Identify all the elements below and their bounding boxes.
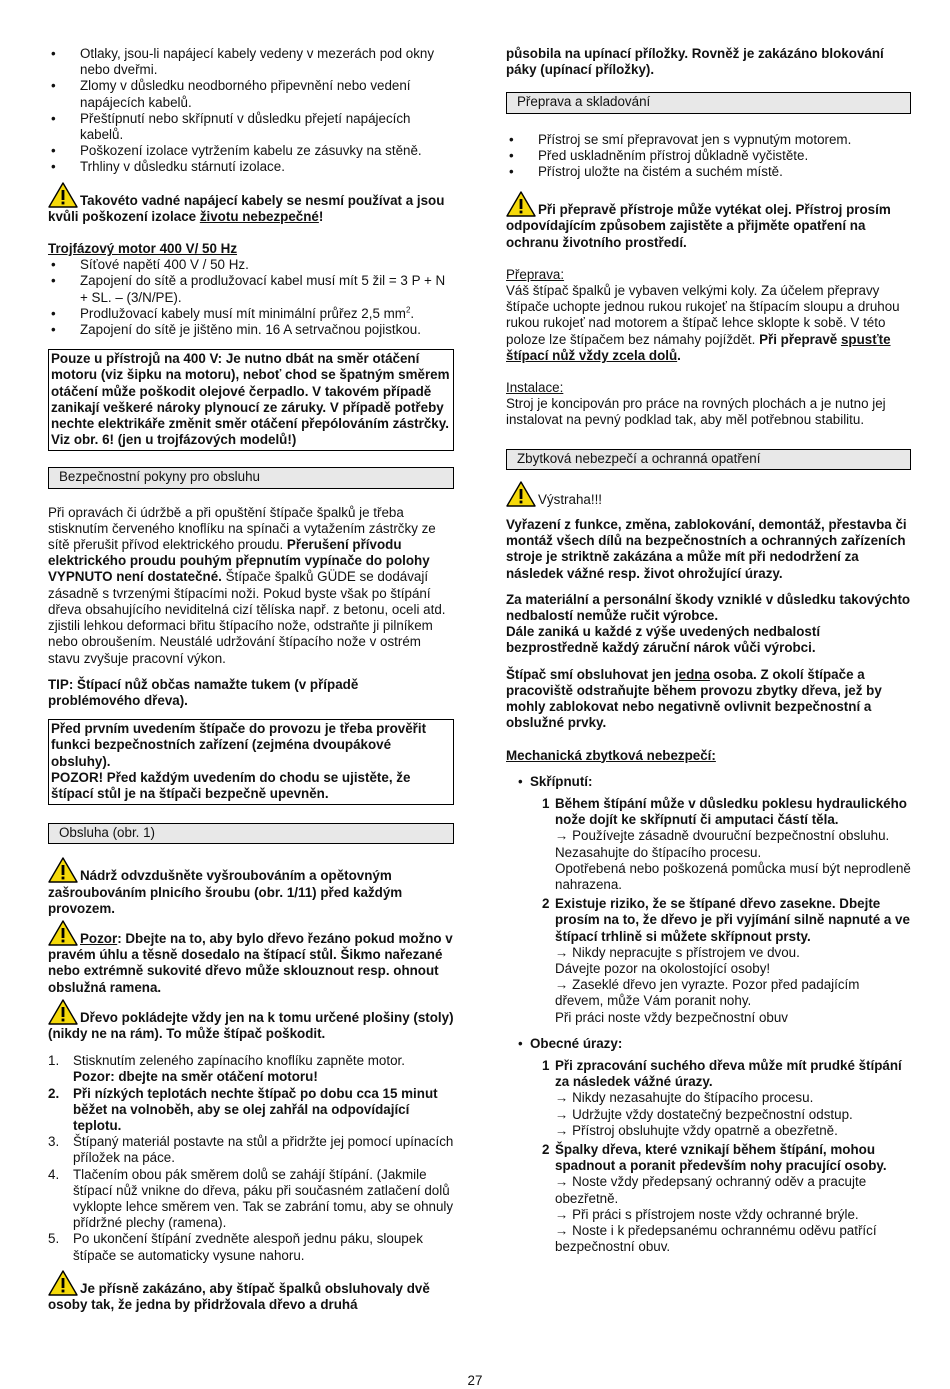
warning-triangle-icon: [506, 191, 536, 217]
warning-triangle-icon: [48, 920, 78, 946]
step-item: 5. Po ukončení štípání zvedněte alespoň jednu páku, sloupek štípače se automaticky vysune nahoru.: [48, 1231, 423, 1263]
tank-warning: Nádrž odvzdušněte vyšroubováním a opětovným zašroubováním plnicího šroubu (obr. 1/11) před každým provozem.: [48, 857, 454, 917]
residual-paragraph-1: Vyřazení z funkce, změna, zablokování, demontáž, přestavba či montáž všech dílů na bezpečnostních a ochranných zařízeních stroje je striktně zakázána a může mít při nedodržení za následek vážné resp. život ohrožující úrazy.: [506, 517, 907, 581]
oil-warning: Při přepravě přístroje může vytékat olej. Přístroj prosím odpovídajícím způsobem zajistěte a přijměte opatření na ochranu životního prostředí.: [506, 191, 911, 251]
warning-triangle-icon: [48, 182, 78, 208]
motor-title: Trojfázový motor 400 V/ 50 Hz: [48, 241, 238, 257]
risk-item: 1 Při zpracování suchého dřeva může mít prudké štípání za následek vážné úrazy. → Nikdy nezasahujte do štípacího procesu. → Udržujte vždy dostatečný bezpečnostní odstup. → Přístroj obsluhujte vždy opatrně a obezřetně.: [542, 1057, 902, 1138]
list-item: • Zlomy v důsledku neodborného připevnění nebo vedení napájecích kabelů.: [48, 78, 454, 110]
residual-paragraph-3: Dále zaniká u každé z výše uvedených nedbalostí bezprostředně každý záruční nárok vůči výrobci.: [506, 624, 821, 656]
list-item: • Prodlužovací kabely musí mít minimální průřez 2,5 $mm^2$.: [48, 306, 454, 322]
list-item: • Trhliny v důsledku stárnutí izolace.: [48, 159, 454, 175]
notice-box-400v: Pouze u přístrojů na 400 V: Je nutno dbát na směr otáčení motoru (viz šipku na motoru), neboť chod se špatným směrem otáčení může poškodit olejové čerpadlo. V takovém případě zanikají veškeré nároky plynoucí ze záruky. V případě potřeby nechte elektrikáře změnit směr otáčení přepólováním zástrčky. Viz obr. 6! (jen u trojfázových modelů!): [48, 349, 454, 451]
risk-item: 2 Existuje riziko, že se štípané dřevo zasekne. Dbejte prosím na to, že dřevo je při vyjímání silně napnuté a ve štípací trhlině si můžete skřípnout prsty. → Nikdy nepracujte s přístrojem ve dvou. Dávejte pozor na okolostojící osoby! → Zaseklé dřevo jen vyrazte. Pozor před padajícím dřevem, může Vám poranit nohy. Při práci noste vždy bezpečnostní obuv: [542, 896, 910, 1025]
list-item: • Zapojení do sítě je jištěno min. 16 A setrvačnou pojistkou.: [48, 322, 454, 338]
section-header-transport: Přeprava a skladování: [506, 92, 911, 113]
warning-triangle-icon: [48, 999, 78, 1025]
list-item: • Před uskladněním přístroj důkladně vyčistěte.: [506, 148, 911, 164]
transport-title: Přeprava:: [506, 266, 565, 282]
step-item: 3. Štípaný materiál postavte na stůl a přidržte jej pomocí upínacích příložek na páce.: [48, 1134, 454, 1166]
warning-label: Výstraha!!!: [506, 481, 911, 508]
general-label: • Obecné úrazy:: [518, 1036, 911, 1052]
section-header-residual: Zbytková nebezpečí a ochranná opatření: [506, 449, 911, 470]
operation-steps: [48, 1053, 454, 1264]
warning-triangle-icon: [48, 1270, 78, 1296]
residual-paragraph-4: Štípač smí obsluhovat jen jedna osoba. Z okolí štípače a pracoviště odstraňujte během provozu zbytky dřeva, jež by mohly zablokovat nebo negativně ovlivnit bezpečnostní a obslužné prvky.: [506, 666, 882, 731]
install-title: Instalace:: [506, 380, 564, 396]
list-item: • Otlaky, jsou-li napájecí kabely vedeny v mezerách pod okny nebo dveřmi.: [48, 46, 454, 78]
motor-list: [48, 257, 454, 338]
page-number: 27: [467, 1373, 483, 1388]
pozor-warning: Pozor: Dbejte na to, aby bylo dřevo řezáno pokud možno v pravém úhlu a těsně dosedalo na štípací stůl. Šikmo nařezané nebo extrémně sukovité dřevo může sklouznout resp. ohnout obslužná ramena.: [48, 920, 454, 996]
two-person-warning: Je přísně zakázáno, aby štípač špalků obsluhovaly dvě osoby tak, že jedna by přidržovala dřevo a druhá: [48, 1270, 454, 1313]
left-column: [48, 46, 454, 1313]
list-item: • Přístroj uložte na čistém a suchém místě.: [506, 164, 911, 180]
right-column: [506, 46, 911, 1255]
risk-item: 2 Špalky dřeva, které vznikají během štípání, mohou spadnout a poranit především nohy pracující osoby. → Noste vždy předepsaný ochranný oděv a pracujte obezřetně. → Při práci s přístrojem noste vždy ochranné brýle. → Noste i k předepsanému ochrannému oděvu patřící bezpečnostní obuv.: [542, 1141, 887, 1255]
list-item: • Zapojení do sítě a prodlužovací kabel musí mít 5 žil = 3 P + N + SL. – (3/N/PE).: [48, 273, 454, 305]
list-item: • Přeštípnutí nebo skřípnutí v důsledku přejetí napájecích kabelů.: [48, 111, 454, 143]
transport-paragraph: Váš štípač špalků je vybaven velkými koly. Za účelem přepravy štípače uchopte jednou rukou rukojeť na štípacím sloupu a druhou rukou rukojeť nad motorem a štípač lehce sklopte k sobě. V této poloze lze štípačem bez námahy pojíždět. Při přepravě spusťte štípací nůž vždy zcela dolů.: [506, 283, 900, 363]
step-item: 1. Stisknutím zeleného zapínacího knoflíku zapněte motor. Pozor: dbejte na směr otáčení motoru!: [48, 1053, 405, 1085]
install-paragraph: Stroj je koncipován pro práce na rovných plochách a je nutno jej instalovat na pevný podklad tak, aby měl potřebnou stabilitu.: [506, 396, 886, 428]
continued-text: působila na upínací příložky. Rovněž je zakázáno blokování páky (upínací příložky).: [506, 46, 884, 78]
notice-box-first-use: Před prvním uvedením štípače do provozu je třeba prověřit funkci bezpečnostních zařízení (zejména dvoupákové obsluhy). POZOR! Před každým uvedením do chodu se ujistěte, že štípací stůl je na štípači bezpečně upevněn.: [48, 719, 454, 805]
list-item: • Přístroj se smí přepravovat jen s vypnutým motorem.: [506, 132, 911, 148]
transport-list: [506, 132, 911, 181]
placement-warning: Dřevo pokládejte vždy jen na k tomu určené plošiny (stoly) (nikdy ne na rám). To může štípač poškodit.: [48, 999, 454, 1042]
section-header-safety: Bezpečnostní pokyny pro obsluhu: [48, 467, 454, 488]
mechanical-title: Mechanická zbytková nebezpečí:: [506, 747, 716, 763]
pinch-label: • Skřípnutí:: [518, 774, 911, 790]
general-section: [506, 1036, 911, 1256]
cable-warning: Takovéto vadné napájecí kabely se nesmí používat a jsou kvůli poškození izolace životu nebezpečné!: [48, 182, 454, 225]
tip-text: TIP: Štípací nůž občas namažte tukem (v případě problémového dřeva).: [48, 676, 359, 708]
warning-triangle-icon: [506, 481, 536, 507]
list-item: • Síťové napětí 400 V / 50 Hz.: [48, 257, 454, 273]
pinch-section: [506, 774, 911, 1026]
residual-paragraph-2: Za materiální a personální škody vzniklé v důsledku takovýchto nedbalostí nemůže ručit výrobce.: [506, 591, 911, 624]
warning-triangle-icon: [48, 857, 78, 883]
step-item: 4. Tlačením obou pák směrem dolů se zahájí štípání. (Jakmile štípací nůž vnikne do dřeva, páku při současném zatlačení dolů vyklopte lehce směrem ven. Tak se zabrání tomu, aby se ohnuly přídržné plechy (ramena).: [48, 1166, 454, 1231]
list-item: • Poškození izolace vytržením kabelu ze zásuvky na stěně.: [48, 143, 454, 159]
step-item: 2. Při nízkých teplotách nechte štípač po dobu cca 15 minut běžet na volnoběh, aby se olej zahřál na odpovídající teplotu.: [48, 1085, 438, 1133]
cable-damage-list: [48, 46, 454, 176]
safety-paragraph: Při opravách či údržbě a při opuštění štípače špalků je třeba stisknutím červeného knoflíku na spínači a vytažením zástrčky ze sítě přerušit přívod elektrického proudu. Přerušení přívodu elektrického proudu pouhým přepnutím vypínače do polohy VYPNUTO není dostatečné. Štípače špalků GÜDE se dodávají zásadně s tvrzenými štípacími noži. Pokud byste však po štípání dřeva obsahujícího neviditelná cizí tělíska např. z betonu, oceli atd. zjistili lehkou deformaci břitu štípacího nože, odstraňte ji pilníkem nebo obroušením. Neustálé udržování štípacího nože v ostrém stavu zvyšuje pracovní výkon.: [48, 504, 446, 666]
section-header-operation: Obsluha (obr. 1): [48, 823, 454, 844]
risk-item: 1 Během štípání může v důsledku poklesu hydraulického nože dojít ke skřípnutí či amputaci částí těla. → Používejte zásadně dvouruční bezpečnostní obsluhu. Nezasahujte do štípacího procesu. Opotřebená nebo poškozená pomůcka musí být neprodleně nahrazena.: [542, 795, 911, 892]
